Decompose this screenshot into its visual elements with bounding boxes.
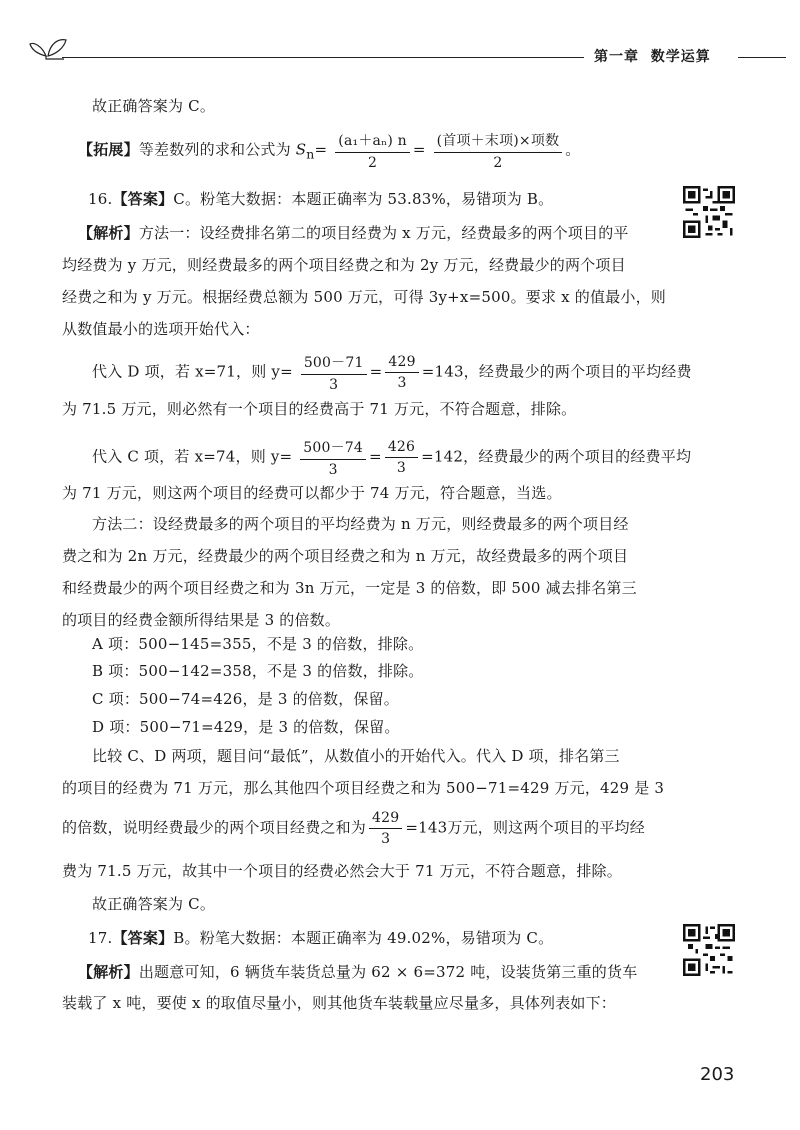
q16-c-frac2-num: 426 bbox=[385, 439, 418, 458]
q16-p1-l2: 均经费为 y 万元，则经费最多的两个项目经费之和为 2y 万元，经费最少的两个项目 bbox=[62, 256, 626, 274]
q16-d-frac1-den: 3 bbox=[329, 377, 339, 393]
q16-option-a: A 项：500−145=355，不是 3 的倍数，排除。 bbox=[92, 635, 424, 653]
q16-d-line1: 代入 D 项，若 x=71，则 y= $\frac{500-71}{3}$ = $\frac{429}{3}$ =143，经费最少的两个项目的平均经费 bbox=[92, 354, 692, 393]
page-number: 203 bbox=[700, 1064, 735, 1085]
q16-m2-l4: 的项目的经费金额所得结果是 3 的倍数。 bbox=[62, 611, 341, 629]
q17-number: 17. bbox=[88, 929, 113, 947]
q17-answer-tag: 【答案】 bbox=[112, 929, 174, 947]
expand-lhs: S bbox=[295, 140, 307, 159]
q16-cmp-l3a: 的倍数，说明经费最少的两个项目经费之和为 bbox=[62, 818, 367, 837]
intro-conclusion: 故正确答案为 C。 bbox=[92, 97, 216, 115]
q16-c-frac1-den: 3 bbox=[328, 462, 338, 478]
q16-c-a: 代入 C 项，若 x=74，则 y= bbox=[92, 447, 293, 466]
q16-cmp-l1: 比较 C、D 两项，题目问“最低”，从数值小的开始代入。代入 D 项，排名第三 bbox=[92, 747, 620, 765]
q16-d-line2: 为 71.5 万元，则必然有一个项目的经费高于 71 万元，不符合题意，排除。 bbox=[62, 400, 577, 418]
q16-c-frac2-den: 3 bbox=[396, 460, 407, 476]
q16-c-line1: 代入 C 项，若 x=74，则 y= $\frac{500-74}{3}$ = $\frac{426}{3}$ =142，经费最少的两个项目的经费平均 bbox=[92, 439, 692, 478]
q16-c-b: =142，经费最少的两个项目的经费平均 bbox=[421, 447, 692, 466]
expand-end: 。 bbox=[565, 140, 581, 159]
q16-cmp-l4: 费为 71.5 万元，故其中一个项目的经费必然会大于 71 万元，不符合题意，排除。 bbox=[62, 862, 622, 880]
q16-analysis-line1 bbox=[78, 222, 629, 243]
q16-cmp-l3b: =143万元，则这两个项目的平均经 bbox=[405, 818, 645, 837]
chapter-label: 第一章 bbox=[594, 49, 639, 65]
q16-d-a: 代入 D 项，若 x=71，则 y= bbox=[92, 362, 293, 381]
q16-option-c: C 项：500−74=426，是 3 的倍数，保留。 bbox=[92, 690, 400, 708]
q17-analysis-tag: 【解析】 bbox=[78, 963, 139, 981]
sum-fraction-2-den: 2 bbox=[493, 155, 503, 171]
expand-formula-line bbox=[78, 130, 580, 171]
q16-d-b: =143，经费最少的两个项目的平均经费 bbox=[421, 362, 692, 381]
sum-fraction-1-num: (a₁＋aₙ) n bbox=[335, 130, 410, 153]
q16-p1-l1: 方法一：设经费排名第二的项目经费为 x 万元，经费最多的两个项目的平 bbox=[138, 224, 629, 242]
q16-d-frac2-den: 3 bbox=[397, 375, 407, 391]
leaf-ornament-icon bbox=[28, 30, 68, 60]
q16-c-line2: 为 71 万元，则这两个项目的经费可以都少于 74 万元，符合题意，当选。 bbox=[62, 484, 562, 502]
q16-option-d: D 项：500−71=429，是 3 的倍数，保留。 bbox=[92, 718, 400, 736]
expand-eq: = bbox=[314, 140, 328, 159]
q16-option-b: B 项：500−142=358，不是 3 的倍数，排除。 bbox=[92, 662, 424, 680]
q16-answer-line bbox=[88, 188, 553, 209]
q16-d-frac1 bbox=[301, 352, 367, 393]
q16-analysis-tag: 【解析】 bbox=[78, 224, 139, 242]
qr-code-icon-2[interactable] bbox=[683, 924, 735, 976]
q17-l1: 出题意可知，6 辆货车装货总量为 62 × 6=372 吨，设装货第三重的货车 bbox=[138, 963, 638, 981]
expand-lhs-sub: n bbox=[306, 146, 315, 162]
q16-m2-l3: 和经费最少的两个项目经费之和为 3n 万元，一定是 3 的倍数，即 500 减去排名第三 bbox=[62, 579, 637, 597]
expand-tag: 【拓展】 bbox=[78, 140, 139, 159]
sum-fraction-1 bbox=[335, 130, 410, 171]
header-rule-left bbox=[62, 57, 584, 58]
qr-code-icon[interactable] bbox=[683, 186, 735, 238]
expand-eq-2: = bbox=[412, 140, 426, 159]
q16-d-frac1-num: 500－71 bbox=[301, 352, 367, 375]
q16-cmp-frac-num: 429 bbox=[369, 810, 402, 829]
expand-text: 等差数列的求和公式为 bbox=[138, 140, 296, 159]
q16-cmp-l2: 的项目的经费为 71 万元，那么其他四个项目经费之和为 500−71=429 万元，429 是 3 bbox=[62, 779, 665, 797]
q16-p1-l4: 从数值最小的选项开始代入： bbox=[62, 320, 260, 338]
q16-number: 16. bbox=[88, 190, 113, 208]
sum-fraction-2-num: (首项＋末项)×项数 bbox=[434, 130, 563, 153]
q16-cmp-frac bbox=[369, 810, 402, 847]
sum-fraction-1-den: 2 bbox=[368, 155, 378, 171]
q16-p1-l3: 经费之和为 y 万元。根据经费总额为 500 万元，可得 3y+x=500。要求 x 的值最小，则 bbox=[62, 288, 666, 306]
chapter-title: 数学运算 bbox=[650, 49, 711, 65]
q16-cmp-frac-den: 3 bbox=[381, 831, 391, 847]
sum-fraction-2 bbox=[434, 130, 563, 171]
q16-m2-l1: 方法二：设经费最多的两个项目的平均经费为 n 万元，则经费最多的两个项目经 bbox=[92, 515, 629, 533]
q16-c-frac1 bbox=[300, 437, 366, 478]
q16-cmp-line3 bbox=[62, 810, 645, 847]
q17-answer-text: B。粉笔大数据：本题正确率为 49.02%，易错项为 C。 bbox=[173, 929, 554, 947]
q16-c-frac1-num: 500－74 bbox=[300, 437, 366, 460]
chapter-header bbox=[594, 46, 711, 66]
q17-answer-line bbox=[88, 927, 553, 948]
q16-answer-text: C。粉笔大数据：本题正确率为 53.83%，易错项为 B。 bbox=[173, 190, 554, 208]
q16-answer-tag: 【答案】 bbox=[112, 190, 174, 208]
q16-c-frac2 bbox=[385, 439, 418, 476]
q16-d-frac2-num: 429 bbox=[385, 354, 418, 373]
q16-d-frac2 bbox=[385, 354, 418, 391]
q16-m2-l2: 费之和为 2n 万元，经费最少的两个项目经费之和为 n 万元，故经费最多的两个项目 bbox=[62, 547, 629, 565]
q17-l2: 装载了 x 吨，要使 x 的取值尽量小，则其他货车装载量应尽量多，具体列表如下： bbox=[62, 994, 616, 1012]
header-rule-right bbox=[738, 57, 786, 58]
q16-conclusion: 故正确答案为 C。 bbox=[92, 895, 216, 913]
q17-analysis-line1 bbox=[78, 961, 637, 982]
